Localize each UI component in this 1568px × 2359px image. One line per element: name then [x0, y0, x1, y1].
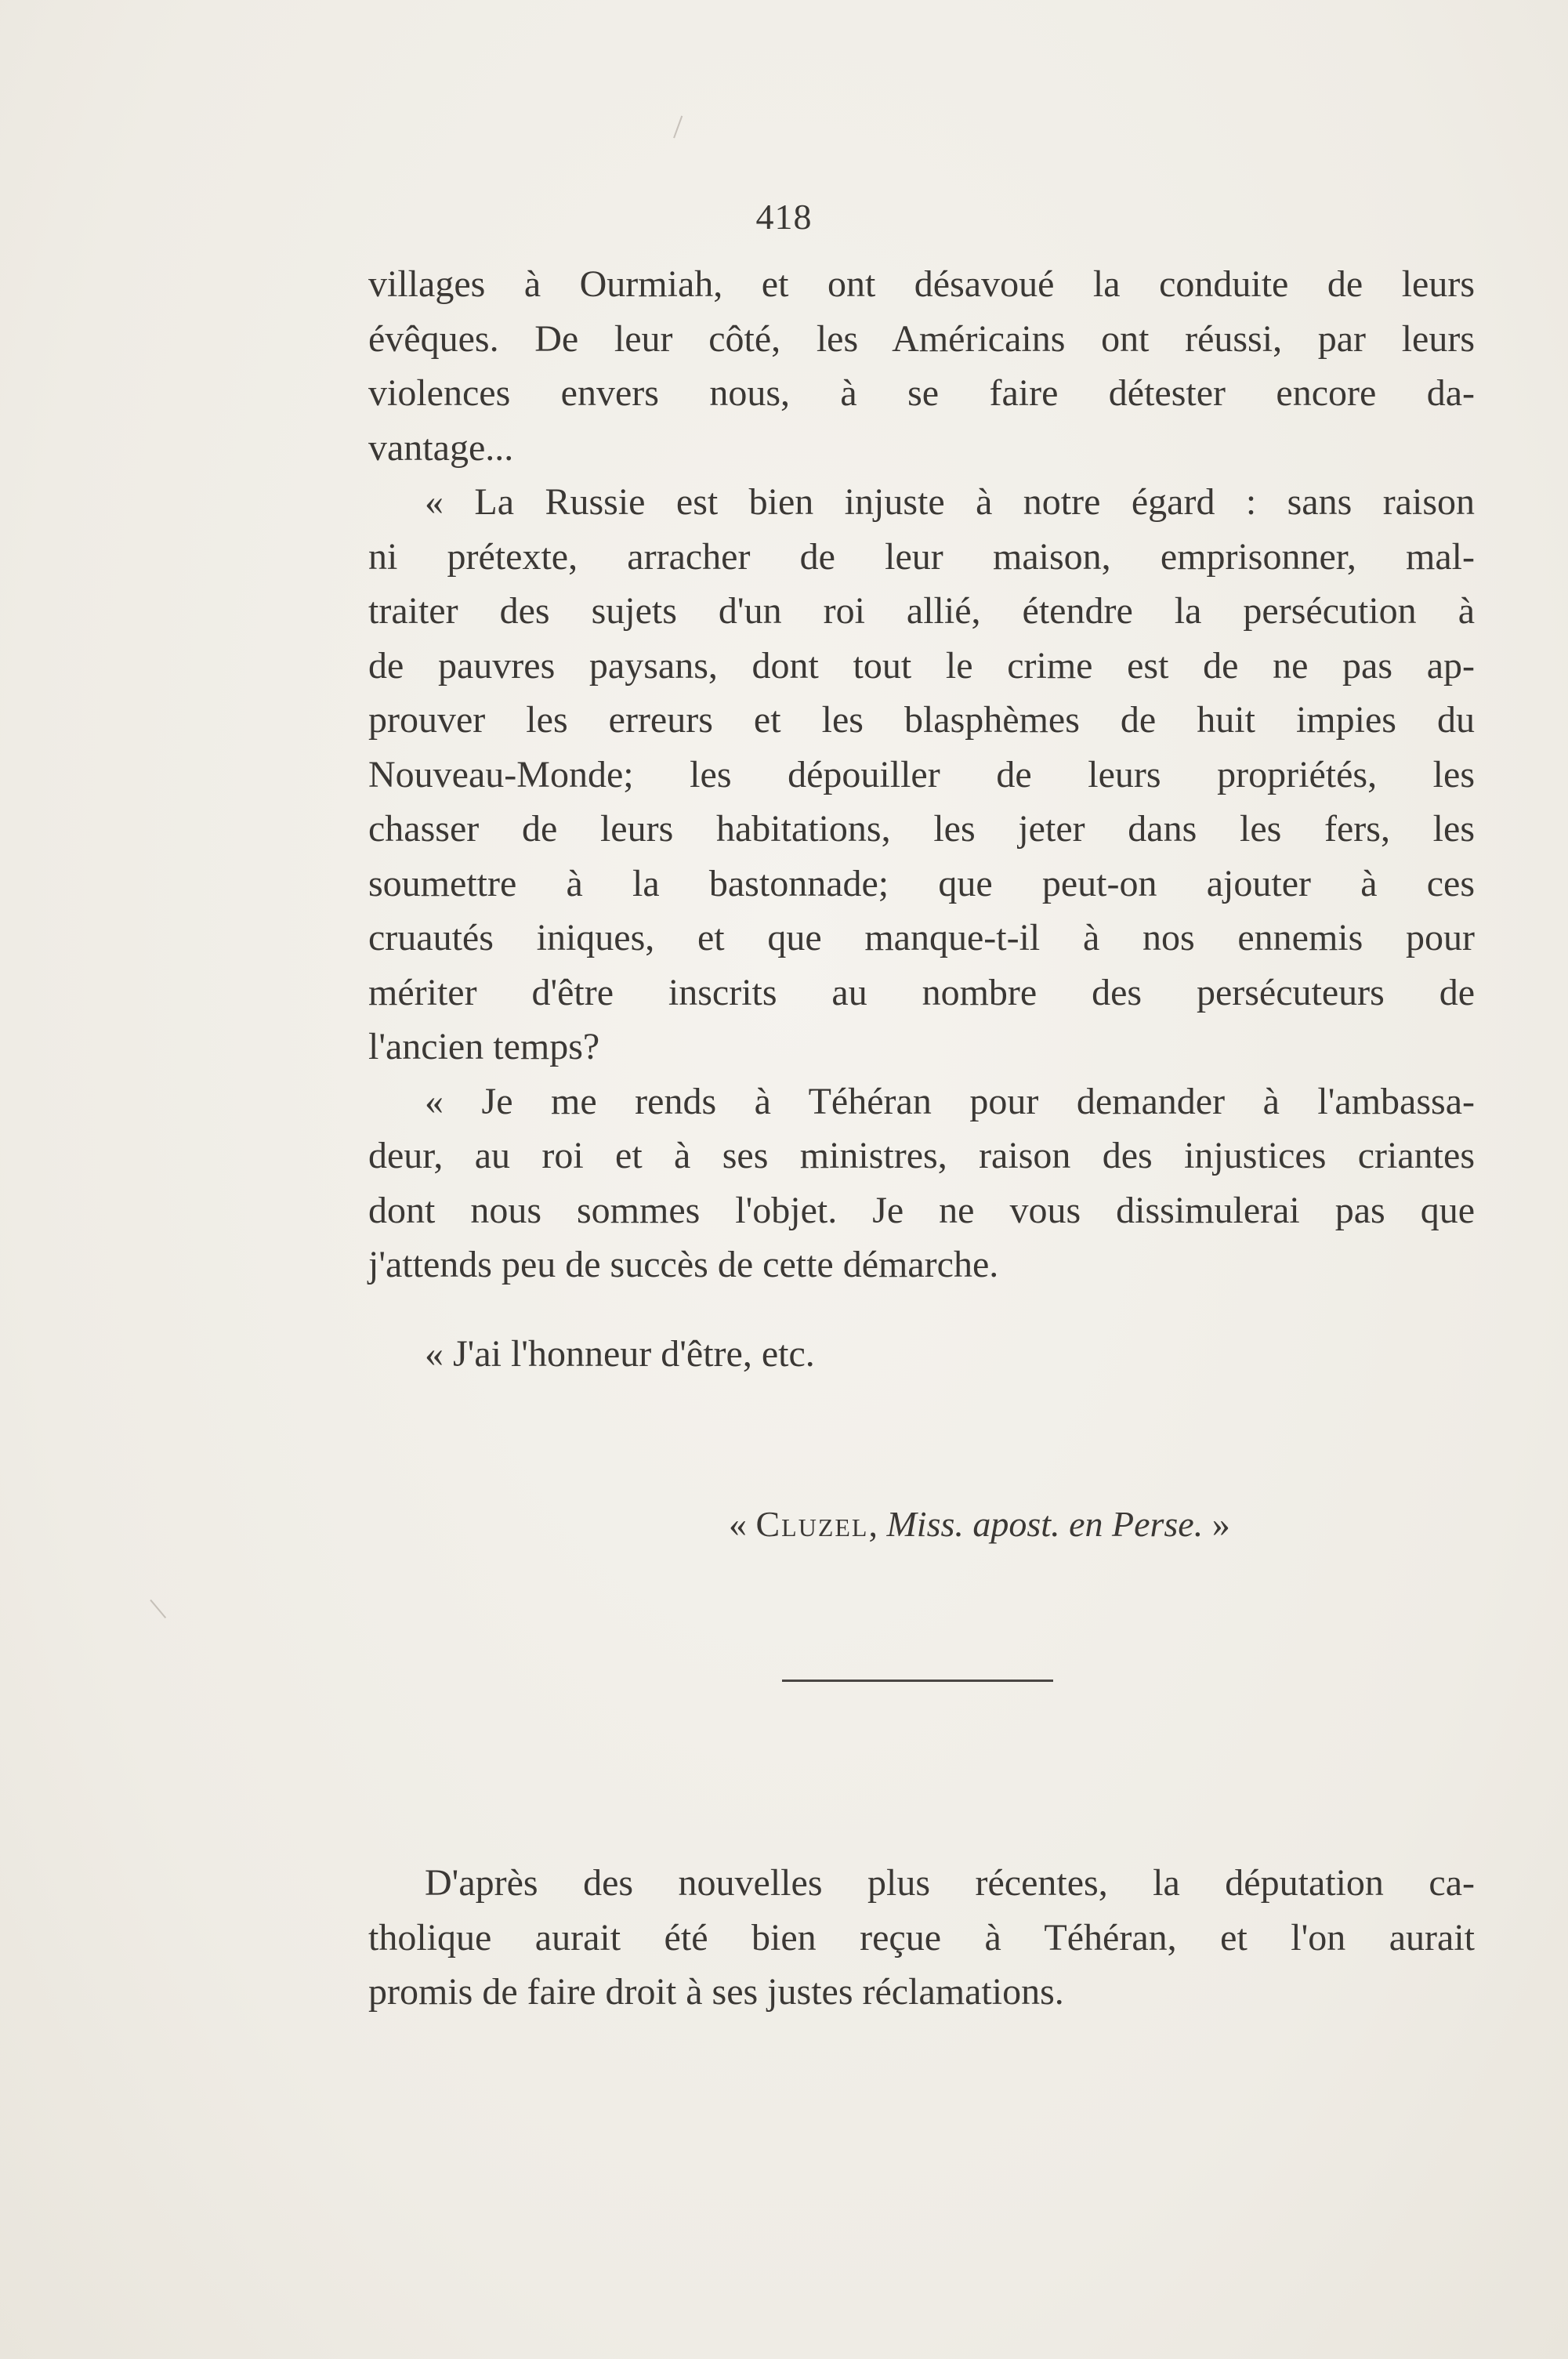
- paper-mark: [673, 116, 687, 140]
- signature-name: Cluzel: [755, 1504, 869, 1544]
- signature-open-quote: «: [729, 1504, 747, 1544]
- note-line: promis de faire droit à ses justes réclamations.: [368, 1971, 1064, 2013]
- text-line: deur, au roi et à ses ministres, raison des injustices criantes: [368, 1135, 1475, 1176]
- text-line: traiter des sujets d'un roi allié, étendre la persécution à: [368, 590, 1475, 632]
- signature-separator: ,: [868, 1504, 878, 1544]
- text-line: cruautés iniques, et que manque-t-il à nos ennemis pour: [368, 917, 1475, 958]
- editorial-note: [368, 1856, 1475, 2020]
- text-line: ni prétexte, arracher de leur maison, emprisonner, mal-: [368, 535, 1475, 578]
- paper-mark: [150, 1596, 169, 1618]
- closing-line: « J'ai l'honneur d'être, etc.: [425, 1333, 815, 1375]
- note-line: D'après des nouvelles plus récentes, la députation ca-: [425, 1862, 1475, 1904]
- main-text: [368, 257, 1475, 1292]
- text-line: dont nous sommes l'objet. Je ne vous dissimulerai pas que: [368, 1189, 1475, 1231]
- text-line: Nouveau-Monde; les dépouiller de leurs propriétés, les: [368, 753, 1475, 795]
- text-line: de pauvres paysans, dont tout le crime est de ne pas ap-: [368, 644, 1475, 687]
- text-line: violences envers nous, à se faire détester encore da-: [368, 372, 1475, 414]
- text-line: mériter d'être inscrits au nombre des persécuteurs de: [368, 971, 1475, 1013]
- text-line: « La Russie est bien injuste à notre égard : sans raison: [425, 481, 1475, 523]
- text-line: soumettre à la bastonnade; que peut-on ajouter à ces: [368, 862, 1475, 904]
- text-line: j'attends peu de succès de cette démarche.: [368, 1244, 999, 1285]
- signature: [729, 1503, 1230, 1545]
- text-line: villages à Ourmiah, et ont désavoué la conduite de leurs: [368, 263, 1475, 305]
- text-line: évêques. De leur côté, les Américains ont réussi, par leurs: [368, 317, 1475, 360]
- closing-formula: [368, 1327, 1475, 1382]
- text-line: l'ancien temps?: [368, 1026, 600, 1067]
- text-line: vantage...: [368, 426, 514, 469]
- page-number: 418: [755, 197, 813, 237]
- text-line: « Je me rends à Téhéran pour demander à l'ambassa-: [425, 1080, 1475, 1122]
- note-line: tholique aurait été bien reçue à Téhéran, et l'on aurait: [368, 1916, 1475, 1959]
- section-divider: [782, 1680, 1053, 1682]
- text-line: chasser de leurs habitations, les jeter dans les fers, les: [368, 808, 1475, 850]
- signature-title: Miss. apost. en Perse.: [886, 1504, 1204, 1544]
- text-line: prouver les erreurs et les blasphèmes de huit impies du: [368, 699, 1475, 741]
- signature-close-quote: »: [1211, 1504, 1230, 1544]
